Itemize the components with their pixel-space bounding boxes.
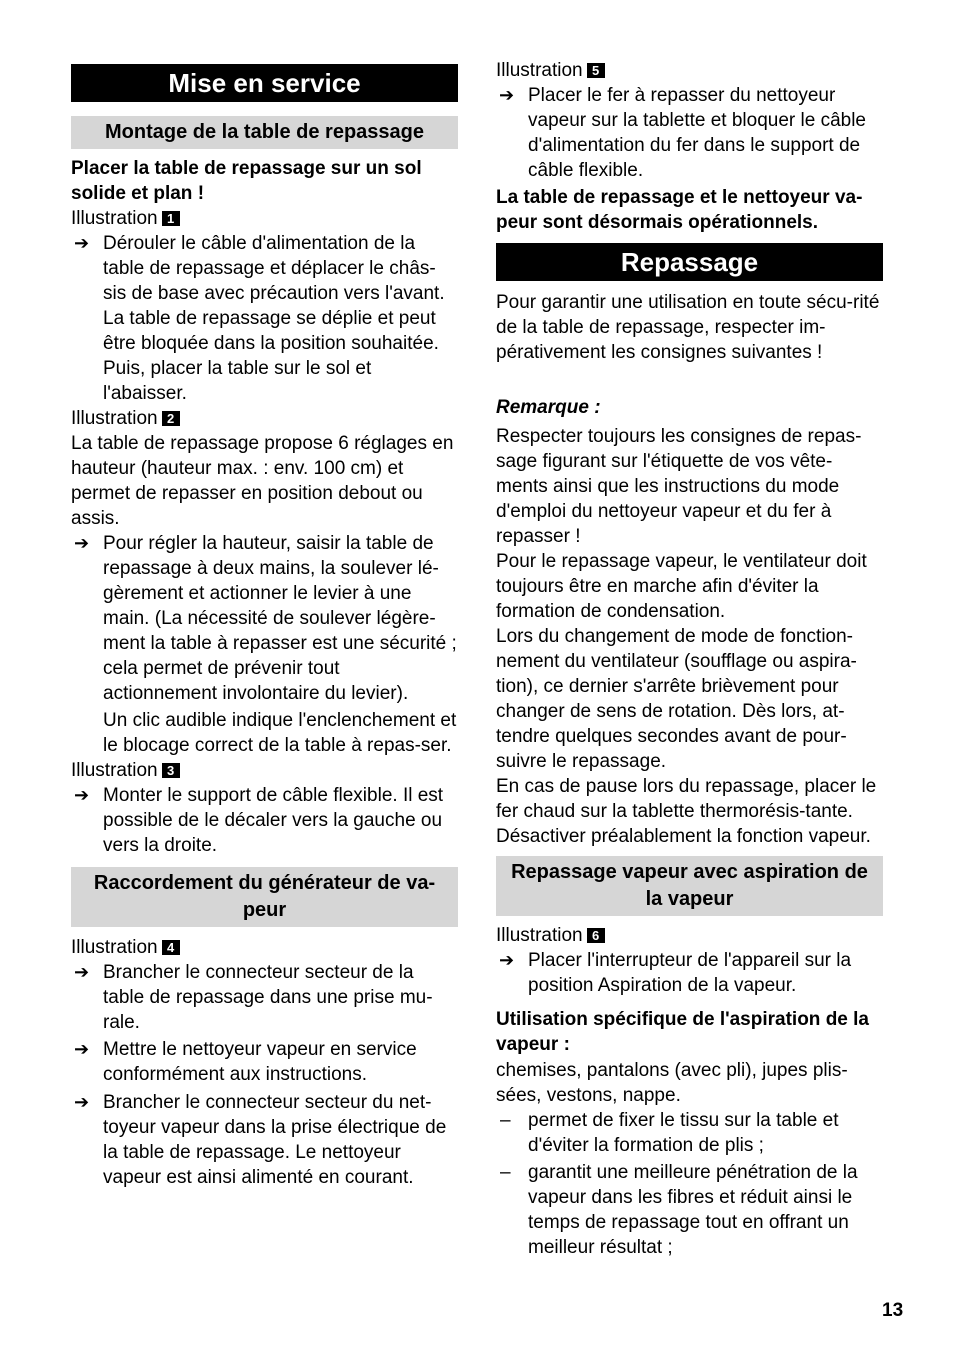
- remark-paragraph: Lors du changement de mode de fonction-nement du ventilateur (soufflage ou aspira-tion), ce dernier s'arrête brièvement pour changer de sens de rotation. Dès lors, at-tendre quelques secondes avant de pour-suivre le repassage.: [496, 626, 857, 772]
- arrow-right-icon: ➔: [74, 1092, 90, 1112]
- arrow-right-icon: ➔: [499, 950, 515, 970]
- dash-bullet-icon: –: [500, 1162, 511, 1183]
- step-item: ➔ Monter le support de câble flexible. Il est possible de le décaler vers la gauche ou vers la droite.: [74, 785, 444, 856]
- illustration-number-badge: 4: [162, 940, 180, 955]
- illustration-ref-4: Illustration 4: [71, 935, 458, 960]
- illustration-number-badge: 2: [162, 411, 180, 426]
- arrow-right-icon: ➔: [74, 785, 90, 805]
- bullet-item: – permet de fixer le tissu sur la table et d'éviter la formation de plis ;: [500, 1110, 839, 1156]
- illustration-ref-1: Illustration 1: [71, 206, 458, 231]
- illustration-ref-6: Illustration 6: [496, 923, 883, 948]
- heading-repassage-vapeur: Repassage vapeur avec aspiration de la vapeur: [496, 856, 883, 916]
- arrow-right-icon: ➔: [74, 962, 90, 982]
- remark-paragraph: Pour le repassage vapeur, le ventilateur doit toujours être en marche afin d'éviter la formation de condensation.: [496, 551, 867, 622]
- arrow-right-icon: ➔: [74, 1039, 90, 1059]
- bold-ready-note: La table de repassage et le nettoyeur va-peur sont désormais opérationnels.: [496, 187, 863, 233]
- arrow-right-icon: ➔: [74, 533, 90, 553]
- paragraph: La table de repassage propose 6 réglages en hauteur (hauteur max. : env. 100 cm) et permet de repasser en position debout ou assis.: [71, 433, 454, 529]
- arrow-right-icon: ➔: [74, 233, 90, 253]
- illustration-number-badge: 6: [587, 928, 605, 943]
- step-item: ➔ Dérouler le câble d'alimentation de la table de repassage et déplacer le châs-sis de base avec précaution vers l'avant. La table de repassage se déplie et peut être bloquée dans la position souhaitée. Puis, placer la table sur le sol et l'abaisser.: [74, 233, 445, 404]
- heading-raccordement: Raccordement du générateur de va-peur: [71, 867, 458, 927]
- section-title-mise-en-service: Mise en service: [71, 64, 458, 102]
- step-item: ➔ Placer le fer à repasser du nettoyeur vapeur sur la tablette et bloquer le câble d'alimentation du fer dans le support de câble flexible.: [499, 85, 866, 181]
- remark-paragraph: En cas de pause lors du repassage, placer le fer chaud sur la tablette thermorésis-tante. Désactiver préalablement la fonction vapeur.: [496, 776, 877, 847]
- usage-text: chemises, pantalons (avec pli), jupes plis-sées, vestons, nappe.: [496, 1060, 848, 1106]
- illustration-ref-5: Illustration 5: [496, 58, 883, 83]
- step-item: ➔ Pour régler la hauteur, saisir la table de repassage à deux mains, la soulever lé-gèrement et actionner le levier à une main. (La nécessité de soulever légère-ment la table à repasser est une sécurité ; cela permet de prévenir tout actionnement involontaire du levier).: [74, 533, 457, 704]
- remark-paragraph: Respecter toujours les consignes de repas-sage figurant sur l'étiquette de vos vête-ments ainsi que les instructions du mode d'emploi du nettoyeur vapeur et du fer à repasser !: [496, 426, 862, 547]
- bold-instruction: Placer la table de repassage sur un sol solide et plan !: [71, 158, 422, 204]
- step-item: ➔ Brancher le connecteur secteur de la table de repassage dans une prise mu-rale.: [74, 962, 433, 1033]
- illustration-ref-2: Illustration 2: [71, 406, 458, 431]
- page-number: 13: [882, 1300, 904, 1321]
- illustration-ref-3: Illustration 3: [71, 758, 458, 783]
- dash-bullet-icon: –: [500, 1110, 511, 1131]
- step-item: ➔ Mettre le nettoyeur vapeur en service conformément aux instructions.: [74, 1039, 417, 1085]
- heading-montage: Montage de la table de repassage: [71, 116, 458, 149]
- step-item: ➔ Placer l'interrupteur de l'appareil sur la position Aspiration de la vapeur.: [499, 950, 852, 996]
- illustration-number-badge: 1: [162, 211, 180, 226]
- bullet-item: – garantit une meilleure pénétration de la vapeur dans les fibres et réduit ainsi le temps de repassage tout en offrant un meilleur résultat ;: [500, 1162, 858, 1258]
- step-note: Un clic audible indique l'enclenchement et le blocage correct de la table à repas-ser.: [103, 710, 457, 756]
- intro-paragraph: Pour garantir une utilisation en toute sécu-rité de la table de repassage, respecter im-pérativement les consignes suivantes !: [496, 292, 880, 363]
- illustration-number-badge: 3: [162, 763, 180, 778]
- illustration-number-badge: 5: [587, 63, 605, 78]
- left-column: [71, 58, 458, 1190]
- remark-label: Remarque :: [496, 397, 601, 418]
- right-column: [496, 58, 883, 1260]
- step-item: ➔ Brancher le connecteur secteur du net-toyeur vapeur dans la prise électrique de la table de repassage. Le nettoyeur vapeur est ainsi alimenté en courant.: [74, 1092, 447, 1188]
- section-title-repassage: Repassage: [496, 243, 883, 281]
- usage-heading: Utilisation spécifique de l'aspiration de la vapeur :: [496, 1009, 869, 1055]
- arrow-right-icon: ➔: [499, 85, 515, 105]
